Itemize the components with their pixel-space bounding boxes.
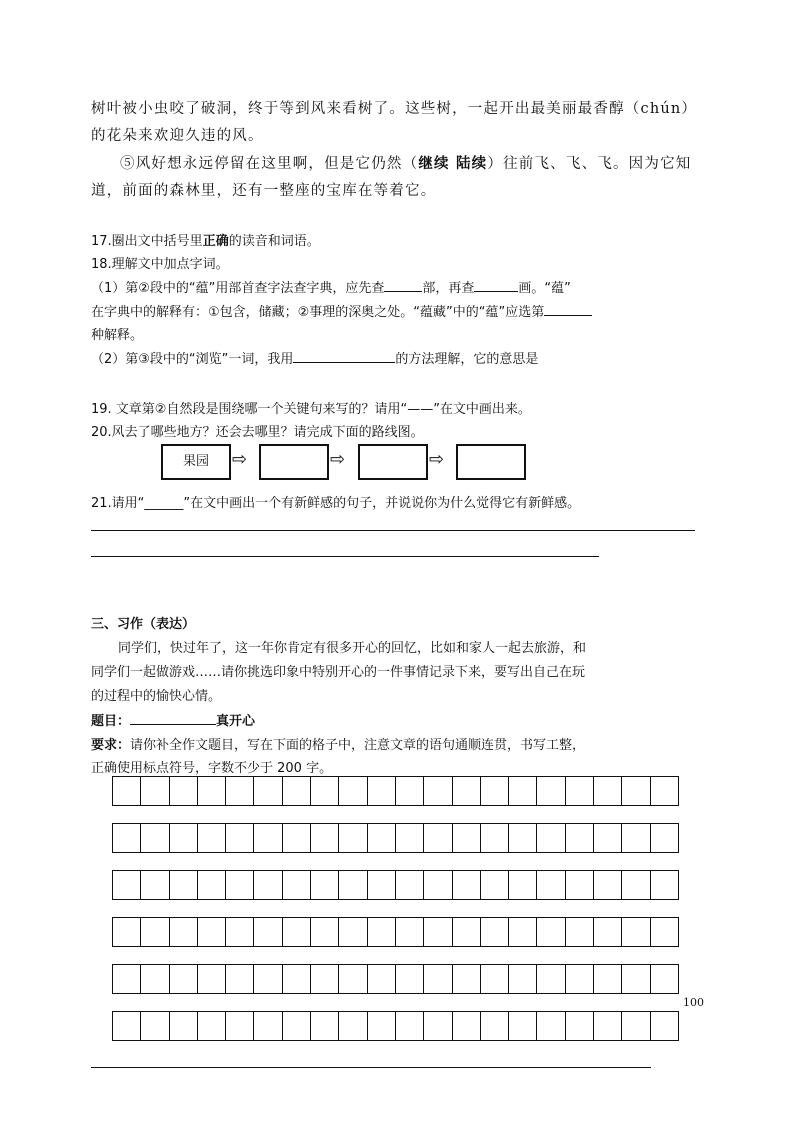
question-20: 20.风去了哪些地方？还会去哪里？请完成下面的路线图。 <box>91 425 424 440</box>
q21-text-a: 21.请用“ <box>91 496 145 511</box>
prompt-line-1: 同学们，快过年了，这一年你肯定有很多开心的回忆，比如和家人一起去旅游，和 <box>118 641 587 656</box>
section-3-heading: 三、习作（表达） <box>91 617 196 632</box>
route-arrow-icon: ⇨ <box>330 449 346 470</box>
method-blank[interactable] <box>293 349 395 363</box>
question-18-part1 <box>91 277 571 296</box>
radical-blank[interactable] <box>384 278 422 292</box>
passage-line-3-end: ）往前飞、飞、飞。因为它知 <box>487 156 692 172</box>
q21-blank: ______ <box>144 496 184 511</box>
question-21 <box>91 492 580 511</box>
title-suffix: 真开心 <box>216 714 256 729</box>
requirement-text-1: 请你补全作文题目，写在下面的格子中，注意文章的语句通顺连贯，书写工整， <box>130 738 586 753</box>
writing-grid-row[interactable] <box>112 776 679 806</box>
writing-grid-row[interactable] <box>112 870 679 900</box>
writing-grid-row[interactable] <box>112 917 679 947</box>
q21-text-b: ”在文中画出一个有新鲜感的句子，并说说你为什么觉得它有新鲜感。 <box>183 496 581 511</box>
q17-text-a: 17.圈出文中括号里 <box>91 234 203 249</box>
question-18-part1-line3: 种解释。 <box>91 328 144 343</box>
title-blank[interactable] <box>130 711 216 725</box>
passage-line-4: 道，前面的森林里，还有一整座的宝库在等着它。 <box>91 183 437 199</box>
q18-p1-c: 画。“蕴” <box>518 281 571 296</box>
q18-p1-a: （1）第②段中的“蕴”用部首查字法查字典，应先查 <box>91 281 385 296</box>
passage-line-3 <box>120 152 691 173</box>
writing-grid-row[interactable] <box>112 1011 679 1041</box>
question-18-part2 <box>91 348 538 367</box>
q18-p2-a: （2）第③段中的“浏览”一词，我用 <box>91 352 294 367</box>
route-box-4[interactable] <box>456 444 526 480</box>
q17-text-b: 的读音和词语。 <box>228 234 320 249</box>
requirement-line-1 <box>91 734 585 753</box>
q18-p2-b: 的方法理解，它的意思是 <box>395 352 539 367</box>
prompt-line-3: 的过程中的愉快心情。 <box>91 689 222 704</box>
writing-grid-row[interactable] <box>112 964 679 994</box>
passage-line-3-start: ⑤风好想永远停留在这里啊，但是它仍然（ <box>120 156 419 172</box>
route-arrow-icon: ⇨ <box>429 449 445 470</box>
route-box-2[interactable] <box>259 444 329 480</box>
route-box-3[interactable] <box>358 444 428 480</box>
passage-line-2: 的花朵来欢迎久违的风。 <box>91 128 264 144</box>
stroke-count-blank[interactable] <box>474 278 518 292</box>
prompt-line-2: 同学们一起做游戏……请你挑选印象中特别开心的一件事情记录下来，要写出自己在玩 <box>91 665 586 680</box>
requirement-label: 要求： <box>91 738 131 753</box>
word-choice: 继续 陆续 <box>418 155 488 172</box>
essay-title <box>91 710 255 729</box>
word-count-marker: 100 <box>683 996 704 1009</box>
q18-p1-b: 部，再查 <box>422 281 475 296</box>
route-box-1-label: 果园 <box>182 454 209 469</box>
q18-p1-line2: 在字典中的解释有：①包含，储藏；②事理的深奥之处。“蕴藏”中的“蕴”应选第 <box>91 305 545 320</box>
question-18-title: 18.理解文中加点字词。 <box>91 257 229 272</box>
route-arrow-icon: ⇨ <box>232 449 248 470</box>
writing-grid-row[interactable] <box>112 823 679 853</box>
requirement-line-2: 正确使用标点符号，字数不少于 200 字。 <box>91 761 333 776</box>
question-19: 19. 文章第②自然段是围绕哪一个关键句来写的？请用“——”在文中画出来。 <box>91 402 531 417</box>
question-17 <box>91 230 320 249</box>
question-18-part1-line2 <box>91 301 592 320</box>
route-box-1[interactable] <box>161 444 231 480</box>
meaning-number-blank[interactable] <box>544 302 592 316</box>
q17-bold: 正确 <box>202 234 229 249</box>
answer-line[interactable] <box>91 530 695 531</box>
passage-line-1: 树叶被小虫咬了破洞，终于等到风来看树了。这些树，一起开出最美丽最香醇（chún） <box>91 101 698 117</box>
answer-line[interactable] <box>91 556 599 557</box>
title-label: 题目： <box>91 714 131 729</box>
bottom-rule <box>91 1067 651 1068</box>
